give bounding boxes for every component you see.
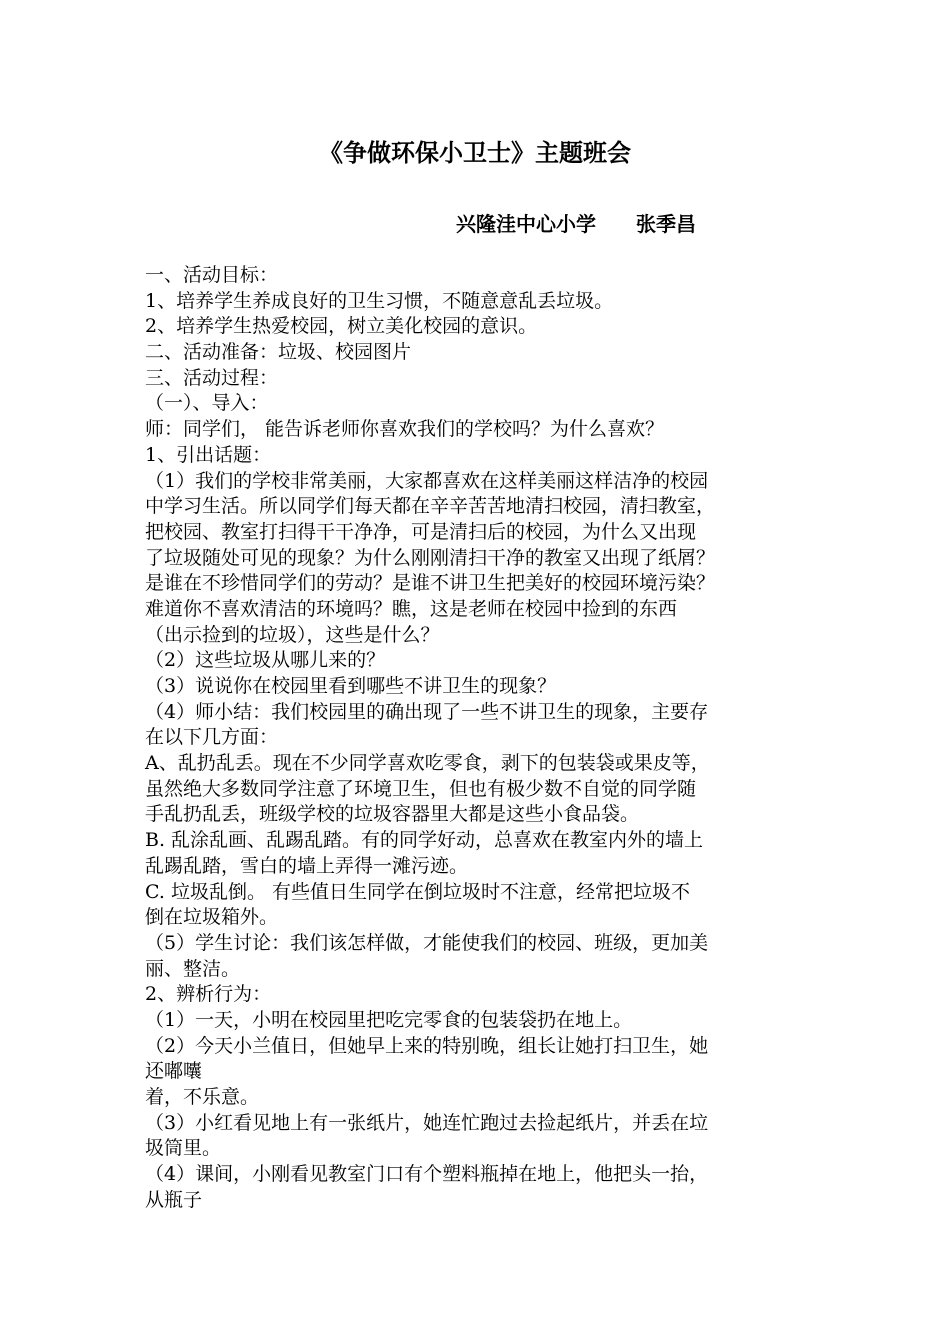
body-line: 1、培养学生养成良好的卫生习惯，不随意意乱丢垃圾。 <box>145 289 614 312</box>
body-line: （出示捡到的垃圾），这些是什么？ <box>145 623 440 646</box>
body-line: 难道你不喜欢清洁的环境吗？瞧，这是老师在校园中捡到的东西 <box>145 597 678 620</box>
body-line: 从瓶子 <box>145 1188 203 1211</box>
author-name: 张季昌 <box>636 212 696 236</box>
body-line: 2、培养学生热爱校园，树立美化校园的意识。 <box>145 315 538 338</box>
body-line: A、乱扔乱丢。现在不少同学喜欢吃零食，剥下的包装袋或果皮等， <box>145 752 710 775</box>
body-line: 三、活动过程： <box>145 366 279 389</box>
body-line: 2、辨析行为： <box>145 983 272 1006</box>
body-line: （2）今天小兰值日，但她早上来的特别晚，组长让她打扫卫生，她 <box>145 1034 709 1057</box>
body-line: 1、引出话题： <box>145 443 272 466</box>
body-line: （一）、导入： <box>145 392 269 415</box>
body-line: 是谁在不珍惜同学们的劳动？是谁不讲卫生把美好的校园环境污染？ <box>145 572 716 595</box>
body-line: 把校园、教室打扫得干干净净，可是清扫后的校园，为什么又出现 <box>145 520 697 543</box>
body-line: （3）小红看见地上有一张纸片，她连忙跑过去捡起纸片，并丢在垃 <box>145 1111 709 1134</box>
body-line: （1）一天，小明在校园里把吃完零食的包装袋扔在地上。 <box>145 1008 633 1031</box>
body-line: 丽、整洁。 <box>145 957 241 980</box>
body-line: 着，不乐意。 <box>145 1086 260 1108</box>
body-line: 虽然绝大多数同学注意了环境卫生，但也有极少数不自觉的同学随 <box>145 777 697 800</box>
document-body <box>145 263 810 1213</box>
body-line: （5）学生讨论：我们该怎样做，才能使我们的校园、班级，更加美 <box>145 931 709 954</box>
body-line: （3）说说你在校园里看到哪些不讲卫生的现象？ <box>145 675 557 697</box>
body-line: 一、活动目标： <box>145 264 279 286</box>
body-line: 乱踢乱踏，雪白的墙上弄得一滩污迹。 <box>145 854 469 877</box>
body-line: 手乱扔乱丢，班级学校的垃圾容器里大都是这些小食品袋。 <box>145 803 640 826</box>
body-line: 师：同学们， 能告诉老师你喜欢我们的学校吗？为什么喜欢？ <box>145 418 665 441</box>
body-line: （1）我们的学校非常美丽，大家都喜欢在这样美丽这样洁净的校园 <box>145 469 709 492</box>
body-line: 倒在垃圾箱外。 <box>145 906 279 929</box>
body-line: （2）这些垃圾从哪儿来的？ <box>145 649 386 672</box>
body-line: 二、活动准备：垃圾、校园图片 <box>145 341 412 364</box>
author-line <box>456 208 696 237</box>
body-line: B. 乱涂乱画、乱踢乱踏。有的同学好动，总喜欢在教室内外的墙上 <box>145 829 704 852</box>
body-line: （4）师小结：我们校园里的确出现了一些不讲卫生的现象，主要存 <box>145 700 709 723</box>
body-line: 中学习生活。所以同学们每天都在辛辛苦苦地清扫校园，清扫教室， <box>145 495 716 518</box>
body-line: （4）课间，小刚看见教室门口有个塑料瓶掉在地上，他把头一抬， <box>145 1163 709 1186</box>
body-line: C. 垃圾乱倒。 有些值日生同学在倒垃圾时不注意，经常把垃圾不 <box>145 880 690 903</box>
document-title: 《争做环保小卫士》主题班会 <box>319 139 631 167</box>
body-line: 在以下几方面： <box>145 726 279 749</box>
body-line: 了垃圾随处可见的现象？为什么刚刚清扫干净的教室又出现了纸屑？ <box>145 546 716 569</box>
body-line: 还嘟囔 <box>145 1060 203 1083</box>
school-name: 兴隆洼中心小学 <box>456 212 596 236</box>
body-line: 圾筒里。 <box>145 1137 222 1160</box>
